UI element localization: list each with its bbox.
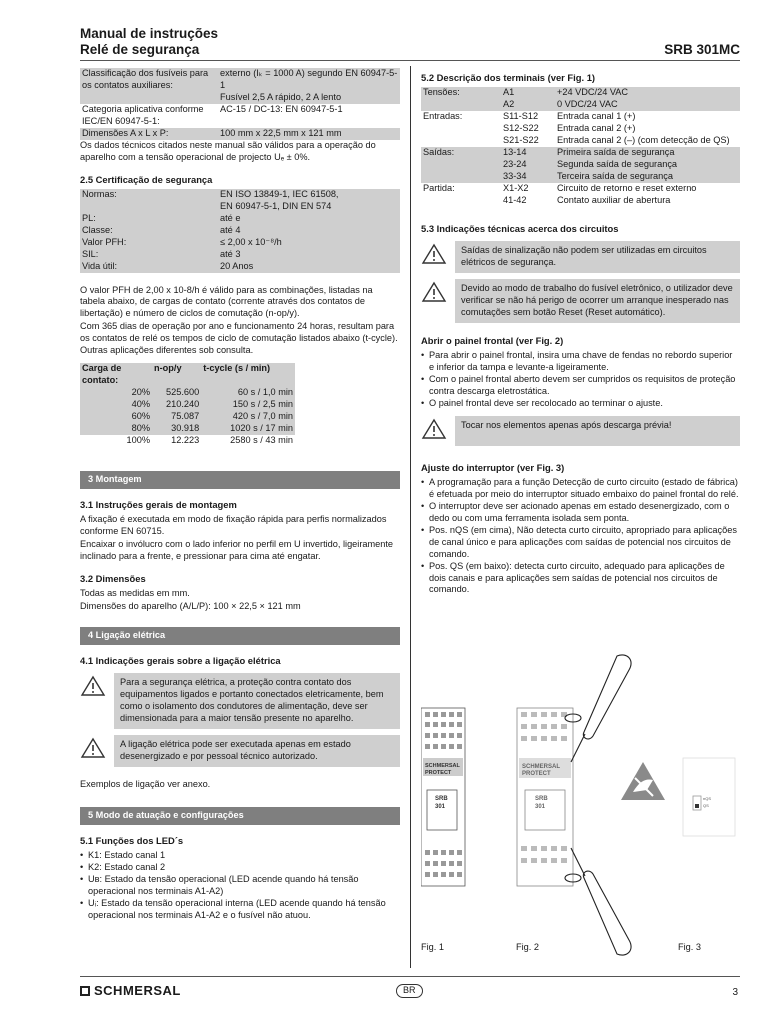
header-rule: [80, 60, 740, 61]
section-5-bar: 5 Modo de atuação e configurações: [80, 807, 400, 825]
table-row: Classe: até 4: [80, 225, 400, 237]
language-badge: BR: [396, 984, 423, 998]
section-3-bar: 3 Montagem: [80, 471, 400, 489]
list-item: • Uʙ: Estado da tensão operacional (LED acende quando há tensão operacional nos terminais A1-A2): [80, 874, 400, 898]
s53-heading: 5.3 Indicações técnicas acerca dos circuitos: [421, 222, 619, 234]
fig2-sub: PROTECT: [522, 771, 551, 777]
s52-heading: 5.2 Descrição dos terminais (ver Fig. 1): [421, 72, 596, 83]
table-row: 100% 12.223 2580 s / 43 min: [126, 434, 293, 445]
list-item: • Para abrir o painel frontal, insira uma chave de fendas no rebordo superior e inferior da tampa e levante-a ligeiramente.: [421, 350, 740, 374]
fig1-caption: Fig. 1: [421, 942, 444, 952]
footer-rule: [80, 976, 740, 977]
warning-icon: [80, 735, 114, 763]
list-item: • Pos. QS (em baixo): detecta curto circuito, adequado para aplicações de dois canais e para aplicações sem saídas de potencial nos circuitos de comando.: [421, 561, 740, 597]
list-item: • O interruptor deve ser acionado apenas em estado desenergizado, com o dedo ou com uma ferramenta isolada sem ponta.: [421, 501, 740, 525]
fig1-model: SRB: [435, 796, 448, 802]
warning-4: Devido ao modo de trabalho do fusível eletrônico, o utilizador deve verificar se não há perigo de ocorrer um arranque inesperado nas comutações sem botão Reset (Reset automático).: [421, 279, 740, 323]
list-item: • A programação para a função Detecção de curto circuito (estado de fábrica) é efetuada por meio do interruptor situado embaixo do painel frontal do relé.: [421, 477, 740, 501]
table-row: Vida útil: 20 Anos: [80, 261, 400, 273]
table-row: Saídas: 13-14 Primeira saída de segurança: [421, 147, 740, 159]
document-title: Manual de instruções Relé de segurança: [80, 26, 219, 57]
s31-text-2: Encaixar o invólucro com o lado inferior no perfil em U invertido, ligeiramente inclinado para a frente, e pressionar para cima até engatar.: [80, 538, 394, 561]
fig1-sub: PROTECT: [425, 770, 452, 776]
table-row: 40% 210.240 150 s / 2,5 min: [80, 399, 295, 411]
logo-mark-icon: [80, 986, 90, 996]
list-item: • Uᵢ: Estado da tensão operacional interna (LED acende quando há tensão operacional nos terminais A1-A2 e o fusível não atuou.: [80, 898, 400, 922]
s51-heading: 5.1 Funções dos LED´s: [80, 834, 184, 846]
page-number: 3: [732, 987, 738, 998]
table-row: Categoria aplicativa conforme IEC/EN 60947-5-1: AC-15 / DC-13: EN 60947-5-1: [82, 103, 343, 126]
table-row: Valor PFH: ≤ 2,00 x 10⁻⁸/h: [80, 237, 400, 249]
warning-icon: [421, 279, 455, 307]
table-row: 20% 525.600 60 s / 1,0 min: [80, 387, 295, 399]
model-number: SRB 301MC: [664, 42, 740, 57]
open-panel-list: [421, 350, 740, 410]
svg-text:QS: QS: [703, 803, 709, 808]
table-row: Tensões: A1 +24 VDC/24 VAC: [421, 87, 740, 99]
table-row: 23-24 Segunda saída de segurança: [421, 159, 740, 171]
adjust-list: [421, 477, 740, 597]
right-column: [421, 68, 740, 596]
led-list: [80, 850, 400, 922]
warning-icon: [80, 673, 114, 701]
table-row: Normas: EN ISO 13849-1, IEC 61508, EN 60947-5-1, DIN EN 574: [80, 189, 400, 213]
table-row: Partida: X1-X2 Circuito de retorno e reset externo: [423, 182, 697, 193]
load-table: [80, 363, 295, 447]
table-row: A2 0 VDC/24 VAC: [421, 99, 740, 111]
examples-text: Exemplos de ligação ver anexo.: [80, 778, 211, 789]
s32-heading: 3.2 Dimensões: [80, 572, 146, 584]
table-row: 80% 30.918 1020 s / 17 min: [80, 423, 295, 435]
adjust-heading: Ajuste do interruptor (ver Fig. 3): [421, 461, 565, 473]
svg-text:301: 301: [535, 804, 546, 810]
figures-illustration: [421, 650, 740, 960]
fig2-caption: Fig. 2: [516, 942, 539, 952]
warning-5: Tocar nos elementos apenas após descarga prévia!: [421, 416, 740, 446]
left-column: [80, 68, 400, 922]
cert-heading: 2.5 Certificação de segurança: [80, 173, 213, 185]
warning-1: Para a segurança elétrica, a proteção contra contato dos equipamentos ligados e portanto conectados eletricamente, bem como o isolamento dos condutores de alimentação, deve ser dimensionada para a maior tensão presente no aparelho.: [80, 673, 400, 729]
s31-heading: 3.1 Instruções gerais de montagem: [80, 498, 237, 510]
warning-2: A ligação elétrica pode ser executada apenas em estado desenergizado e por pessoal técnico autorizado.: [80, 735, 400, 767]
table-row: PL: até e: [80, 213, 400, 225]
terminal-table: [421, 87, 740, 207]
list-item: • Pos. nQS (em cima), Não detecta curto circuito, apropriado para aplicações de canal único e para aplicações com saídas de potencial nos circuitos de comando.: [421, 525, 740, 561]
spec-table: [80, 68, 400, 140]
table-row: 60% 75.087 420 s / 7,0 min: [80, 411, 295, 423]
spec-note: Os dados técnicos citados neste manual são válidos para a operação do aparelho com a tensão operacional de projecto Uₑ ± 0%.: [80, 139, 376, 162]
s41-heading: 4.1 Indicações gerais sobre a ligação elétrica: [80, 654, 281, 666]
section-4-bar: 4 Ligação elétrica: [80, 627, 400, 645]
pfh-text-2: Com 365 dias de operação por ano e funcionamento 24 horas, resultam para os contatos de relé os tempos de ciclo de comutação listados abaixo (t-cycle). Outras aplicações diferentes sob consulta.: [80, 321, 398, 356]
warning-icon: [421, 241, 455, 269]
list-item: • K2: Estado canal 2: [80, 862, 400, 874]
table-row: S21-S22 Entrada canal 2 (–) (com detecção de QS): [503, 135, 730, 146]
table-row: Carga de contato: n-op/y t-cycle (s / min): [80, 363, 295, 387]
s32-text-2: Dimensões do aparelho (A/L/P): 100 × 22,5 × 121 mm: [80, 601, 301, 612]
table-row: Dimensões A x L x P: 100 mm x 22,5 mm x 121 mm: [80, 128, 400, 140]
s31-text: A fixação é executada em modo de fixação rápida para perfis normalizados conforme EN 60715.: [80, 514, 387, 537]
table-row: Entradas: S11-S12 Entrada canal 1 (+): [423, 111, 636, 122]
table-row: 41-42 Contato auxiliar de abertura: [503, 194, 671, 205]
fig2-brand: SCHMERSAL: [522, 764, 561, 770]
open-panel-heading: Abrir o painel frontal (ver Fig. 2): [421, 334, 564, 346]
warning-icon: [421, 416, 455, 444]
screwdriver-icon: [565, 655, 631, 955]
list-item: • Com o painel frontal aberto devem ser cumpridos os requisitos de proteção contra descarga eletrostática.: [421, 374, 740, 398]
fig3-caption: Fig. 3: [678, 942, 701, 952]
esd-warning-icon: [621, 762, 665, 800]
svg-text:301: 301: [435, 804, 446, 810]
list-item: • K1: Estado canal 1: [80, 850, 400, 862]
warning-3: Saídas de sinalização não podem ser utilizadas em circuitos elétricos de segurança.: [421, 241, 740, 273]
svg-text:SRB: SRB: [535, 796, 548, 802]
table-row: SIL: até 3: [80, 249, 400, 261]
table-row: S12-S22 Entrada canal 2 (+): [503, 123, 636, 134]
pfh-text: O valor PFH de 2,00 x 10-8/h é válido para as combinações, listadas na tabela abaixo, de cargas de contato (corrente através dos contatos de libertação) e número de ciclos de comutação (n-op/y).: [80, 284, 373, 319]
column-divider: [410, 66, 411, 968]
table-row: Classificação dos fusíveis para os contatos auxiliares: externo (Iₖ = 1000 A) segundo EN 60947-5-1 Fusível 2,5 A rápido, 2 A lento: [80, 68, 400, 104]
table-row: 33-34 Terceira saída de segurança: [421, 171, 740, 183]
cert-table: [80, 189, 400, 273]
list-item: • O painel frontal deve ser recolocado ao terminar o ajuste.: [421, 398, 740, 410]
fig1-brand: SCHMERSAL: [425, 763, 460, 769]
s32-text: Todas as medidas em mm.: [80, 588, 190, 599]
schmersal-logo: SCHMERSAL: [80, 983, 181, 1000]
svg-text:nQS: nQS: [703, 796, 712, 801]
